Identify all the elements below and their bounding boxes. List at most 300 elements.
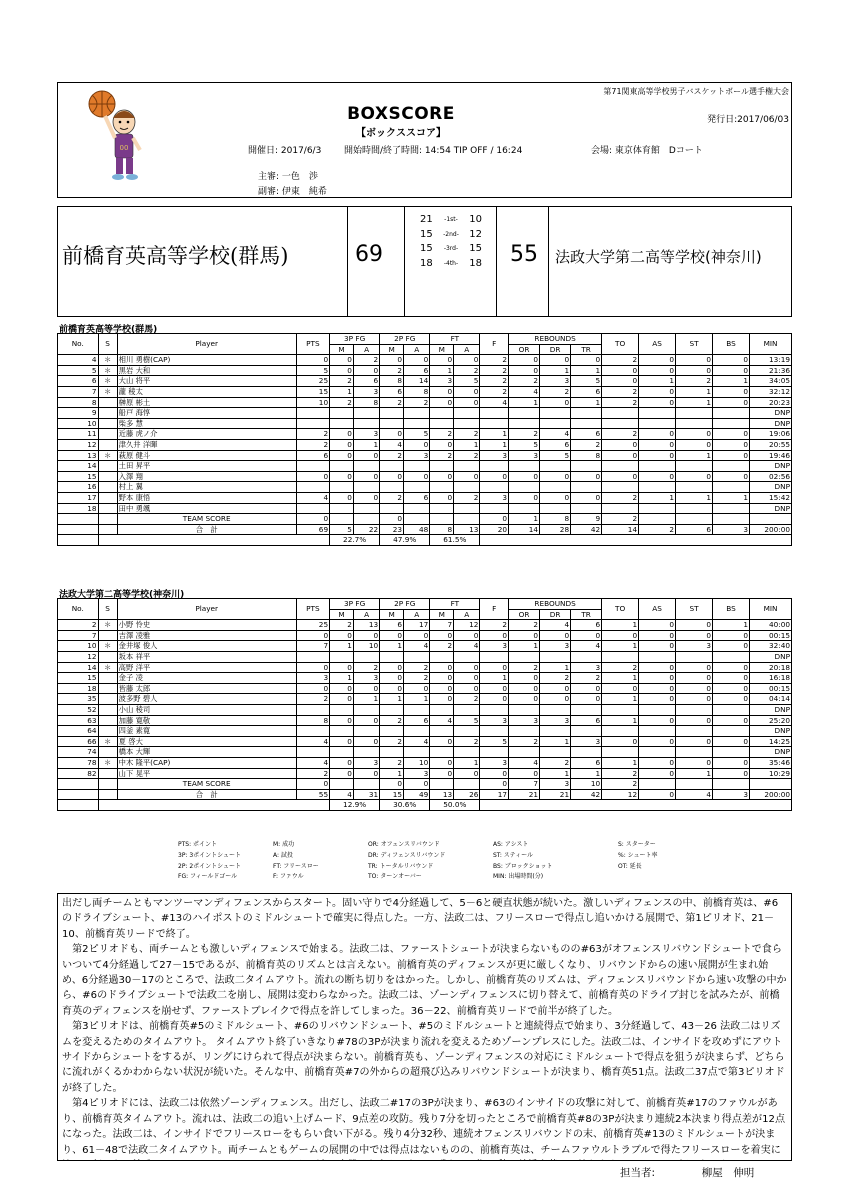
fg3-m: 0 — [330, 757, 354, 768]
ft-m: 0 — [430, 471, 454, 482]
steals — [676, 779, 713, 790]
fg3-a: 13 — [353, 620, 379, 631]
fg3-a: 0 — [353, 683, 379, 694]
def-reb — [540, 418, 571, 429]
fg2-a: 6 — [404, 715, 430, 726]
away-period-score: 15 — [469, 243, 482, 255]
fg2-m: 2 — [380, 492, 404, 503]
fg3-m: 0 — [330, 630, 354, 641]
pts: 55 — [296, 789, 329, 800]
col-header: PTS — [296, 334, 329, 355]
def-reb: 1 — [540, 768, 571, 779]
off-reb: 0 — [509, 694, 540, 705]
minutes: DNP — [750, 418, 792, 429]
reporter-label: 担当者: — [620, 1167, 656, 1179]
spacer — [58, 800, 99, 811]
fg3-m: 0 — [330, 471, 354, 482]
s — [98, 439, 117, 450]
tot-reb: 5 — [571, 376, 602, 387]
off-reb: 2 — [509, 429, 540, 440]
tot-reb: 0 — [571, 630, 602, 641]
ft-m — [430, 779, 454, 790]
no: 2 — [58, 620, 99, 631]
fg2-a: 0 — [404, 439, 430, 450]
turnovers: 0 — [602, 365, 639, 376]
def-reb — [540, 651, 571, 662]
fg3-m: 0 — [330, 768, 354, 779]
def-reb: 1 — [540, 736, 571, 747]
assists: 1 — [639, 376, 676, 387]
assists: 0 — [639, 397, 676, 408]
def-reb — [540, 704, 571, 715]
player-row — [58, 439, 792, 450]
fg3-m — [330, 779, 354, 790]
player: 橋本 大輝 — [117, 747, 296, 758]
no: 35 — [58, 694, 99, 705]
ft-a: 2 — [454, 429, 480, 440]
s — [98, 747, 117, 758]
turnovers: 2 — [602, 492, 639, 503]
divider — [404, 207, 405, 316]
def-reb: 0 — [540, 630, 571, 641]
fg3-a — [353, 651, 379, 662]
off-reb — [509, 503, 540, 514]
col-header: FT — [430, 334, 480, 345]
col-header: REBOUNDS — [509, 334, 602, 345]
no: 15 — [58, 471, 99, 482]
assists: 0 — [639, 365, 676, 376]
fg2-m: 0 — [380, 662, 404, 673]
tot-reb: 42 — [571, 789, 602, 800]
shooting-percentage: 47.9% — [380, 535, 430, 546]
tot-reb: 3 — [571, 662, 602, 673]
off-reb: 1 — [509, 514, 540, 525]
ft-a — [454, 651, 480, 662]
assists — [639, 704, 676, 715]
s — [98, 461, 117, 472]
no: 78 — [58, 757, 99, 768]
assists: 0 — [639, 429, 676, 440]
col-header: 3P FG — [330, 334, 380, 345]
blocks: 1 — [713, 376, 750, 387]
fg2-a: 1 — [404, 694, 430, 705]
player-row — [58, 482, 792, 493]
fg2-m: 1 — [380, 694, 404, 705]
umpire: 副審: 伊東 純希 — [258, 187, 327, 197]
ft-a: 5 — [454, 376, 480, 387]
team-score-row — [58, 514, 792, 525]
blocks — [713, 779, 750, 790]
fg3-a — [353, 461, 379, 472]
player: 黒岩 大和 — [117, 365, 296, 376]
assists: 0 — [639, 386, 676, 397]
steals: 1 — [676, 450, 713, 461]
ft-a: 0 — [454, 471, 480, 482]
legend-item: PTS: ポイント — [178, 841, 218, 848]
fg3-a — [353, 408, 379, 419]
off-reb: 2 — [509, 620, 540, 631]
col-header: OR — [509, 344, 540, 355]
player-row — [58, 651, 792, 662]
player: 村上 翼 — [117, 482, 296, 493]
assists — [639, 461, 676, 472]
minutes: 04:14 — [750, 694, 792, 705]
ft-m — [430, 408, 454, 419]
minutes: 00:15 — [750, 683, 792, 694]
tot-reb — [571, 651, 602, 662]
ft-m: 2 — [430, 429, 454, 440]
steals — [676, 503, 713, 514]
fouls: 2 — [480, 365, 509, 376]
player: 合 計 — [117, 524, 296, 535]
player: 柴多 慧 — [117, 418, 296, 429]
tot-reb — [571, 726, 602, 737]
col-header: BS — [713, 599, 750, 620]
fg3-m: 4 — [330, 789, 354, 800]
pts: 15 — [296, 386, 329, 397]
fg3-a: 6 — [353, 376, 379, 387]
fg3-a — [353, 418, 379, 429]
minutes: DNP — [750, 408, 792, 419]
pts — [296, 747, 329, 758]
off-reb — [509, 747, 540, 758]
fg3-a: 0 — [353, 492, 379, 503]
no: 64 — [58, 726, 99, 737]
pts: 8 — [296, 715, 329, 726]
home-period-score: 18 — [420, 257, 433, 269]
minutes: 32:12 — [750, 386, 792, 397]
col-header: No. — [58, 334, 99, 355]
player-row — [58, 641, 792, 652]
s: ＊ — [98, 365, 117, 376]
col-header: BS — [713, 334, 750, 355]
blocks: 0 — [713, 439, 750, 450]
minutes: DNP — [750, 747, 792, 758]
s — [98, 630, 117, 641]
steals: 1 — [676, 397, 713, 408]
pts: 0 — [296, 779, 329, 790]
no: 74 — [58, 747, 99, 758]
legend-item: %: シュート率 — [618, 851, 658, 859]
steals: 0 — [676, 620, 713, 631]
fg2-a: 2 — [404, 397, 430, 408]
blocks: 0 — [713, 673, 750, 684]
fouls: 1 — [480, 439, 509, 450]
col-header: Player — [117, 334, 296, 355]
player-row — [58, 630, 792, 641]
steals: 3 — [676, 641, 713, 652]
minutes: 14:25 — [750, 736, 792, 747]
no: 6 — [58, 376, 99, 387]
ft-a — [454, 779, 480, 790]
no: 8 — [58, 397, 99, 408]
off-reb — [509, 726, 540, 737]
player: TEAM SCORE — [117, 779, 296, 790]
col-header: A — [353, 344, 379, 355]
blocks — [713, 704, 750, 715]
minutes: 02:56 — [750, 471, 792, 482]
player-row — [58, 673, 792, 684]
blocks: 0 — [713, 694, 750, 705]
col-header: M — [330, 609, 354, 620]
off-reb: 2 — [509, 662, 540, 673]
player: 加藤 寛敬 — [117, 715, 296, 726]
fg2-a — [404, 651, 430, 662]
legend-item: BS: ブロックショット — [493, 862, 553, 870]
spacer — [480, 535, 792, 546]
fouls: 0 — [480, 630, 509, 641]
def-reb: 2 — [540, 673, 571, 684]
steals: 0 — [676, 757, 713, 768]
minutes: 20:55 — [750, 439, 792, 450]
fg3-m: 2 — [330, 376, 354, 387]
legend-item: AS: アシスト — [493, 841, 529, 848]
s — [98, 673, 117, 684]
def-reb: 3 — [540, 641, 571, 652]
player: 野本 康悟 — [117, 492, 296, 503]
s — [98, 514, 117, 525]
ft-a: 2 — [454, 450, 480, 461]
minutes: 13:19 — [750, 355, 792, 366]
steals: 0 — [676, 715, 713, 726]
col-header: M — [430, 609, 454, 620]
player-row — [58, 503, 792, 514]
no: 18 — [58, 683, 99, 694]
player-row — [58, 620, 792, 631]
spacer — [98, 535, 330, 546]
turnovers: 2 — [602, 397, 639, 408]
fouls: 2 — [480, 386, 509, 397]
fg2-a: 0 — [404, 471, 430, 482]
col-header: A — [454, 344, 480, 355]
minutes: 25:20 — [750, 715, 792, 726]
fg3-a: 10 — [353, 641, 379, 652]
col-header: DR — [540, 344, 571, 355]
pts: 69 — [296, 524, 329, 535]
minutes: 00:15 — [750, 630, 792, 641]
fouls: 2 — [480, 376, 509, 387]
ft-a: 0 — [454, 630, 480, 641]
fg3-a: 3 — [353, 429, 379, 440]
def-reb: 0 — [540, 355, 571, 366]
fg2-a: 3 — [404, 450, 430, 461]
ft-m: 0 — [430, 397, 454, 408]
period-label: -1st- — [444, 216, 458, 223]
fg3-a: 2 — [353, 662, 379, 673]
blocks — [713, 726, 750, 737]
fg3-a: 3 — [353, 757, 379, 768]
s: ＊ — [98, 641, 117, 652]
col-header: M — [430, 344, 454, 355]
page-title: BOXSCORE — [347, 104, 455, 124]
legend-item: DR: ディフェンスリバウンド — [368, 851, 446, 859]
ft-m: 13 — [430, 789, 454, 800]
blocks — [713, 418, 750, 429]
player: 高野 洋平 — [117, 662, 296, 673]
minutes: DNP — [750, 704, 792, 715]
spacer — [58, 535, 99, 546]
fg2-a: 17 — [404, 620, 430, 631]
tot-reb — [571, 704, 602, 715]
shooting-percentage: 12.9% — [330, 800, 380, 811]
no: 11 — [58, 429, 99, 440]
pts: 2 — [296, 429, 329, 440]
assists: 1 — [639, 492, 676, 503]
col-header: M — [380, 344, 404, 355]
off-reb: 14 — [509, 524, 540, 535]
blocks: 0 — [713, 471, 750, 482]
fouls: 0 — [480, 683, 509, 694]
player: 坂本 祥平 — [117, 651, 296, 662]
player: 瀧 稜太 — [117, 386, 296, 397]
ft-a: 13 — [454, 524, 480, 535]
turnovers — [602, 461, 639, 472]
period-scores — [420, 213, 482, 271]
no — [58, 524, 99, 535]
fg3-m: 0 — [330, 439, 354, 450]
off-reb — [509, 408, 540, 419]
off-reb: 3 — [509, 715, 540, 726]
turnovers: 2 — [602, 514, 639, 525]
fg3-a: 8 — [353, 397, 379, 408]
team-score-row — [58, 779, 792, 790]
no: 52 — [58, 704, 99, 715]
shooting-percentage: 30.6% — [380, 800, 430, 811]
blocks: 0 — [713, 736, 750, 747]
fg3-m: 0 — [330, 683, 354, 694]
fg3-a — [353, 726, 379, 737]
game-commentary — [57, 893, 792, 1161]
fg3-a: 0 — [353, 715, 379, 726]
tournament-name: 第71関東高等学校男子バスケットボール選手権大会 — [603, 87, 789, 96]
legend-item: TR: トータルリバウンド — [368, 862, 434, 870]
player: 榊原 彬土 — [117, 397, 296, 408]
steals: 0 — [676, 736, 713, 747]
blocks: 0 — [713, 450, 750, 461]
pts: 0 — [296, 662, 329, 673]
tot-reb — [571, 418, 602, 429]
fg2-m: 6 — [380, 386, 404, 397]
fg3-a: 0 — [353, 768, 379, 779]
minutes: DNP — [750, 726, 792, 737]
fg3-m — [330, 651, 354, 662]
fg2-m: 1 — [380, 768, 404, 779]
fouls: 5 — [480, 736, 509, 747]
minutes: 35:46 — [750, 757, 792, 768]
ft-a — [454, 461, 480, 472]
minutes: 40:00 — [750, 620, 792, 631]
off-reb: 0 — [509, 365, 540, 376]
fg2-m: 4 — [380, 439, 404, 450]
fg2-m: 0 — [380, 429, 404, 440]
tot-reb — [571, 747, 602, 758]
col-header: MIN — [750, 599, 792, 620]
pts: 0 — [296, 514, 329, 525]
steals — [676, 418, 713, 429]
tot-reb: 1 — [571, 365, 602, 376]
ft-m: 0 — [430, 386, 454, 397]
fg2-m: 2 — [380, 450, 404, 461]
fg2-a — [404, 461, 430, 472]
fouls: 3 — [480, 450, 509, 461]
fg2-m: 0 — [380, 683, 404, 694]
player: 中木 隆平(CAP) — [117, 757, 296, 768]
away-period-score: 12 — [469, 228, 482, 240]
steals — [676, 514, 713, 525]
fg2-a — [404, 514, 430, 525]
off-reb: 3 — [509, 450, 540, 461]
steals — [676, 408, 713, 419]
turnovers — [602, 482, 639, 493]
ft-m: 0 — [430, 439, 454, 450]
s — [98, 704, 117, 715]
percentage-row — [58, 535, 792, 546]
col-header: MIN — [750, 334, 792, 355]
legend-item: FT: フリースロー — [273, 862, 319, 870]
player-row — [58, 662, 792, 673]
pts: 2 — [296, 768, 329, 779]
no: 12 — [58, 439, 99, 450]
off-reb — [509, 418, 540, 429]
legend-item: MIN: 出場時間(分) — [493, 873, 544, 881]
legend-item: OT: 延長 — [618, 862, 642, 870]
s — [98, 779, 117, 790]
blocks: 0 — [713, 768, 750, 779]
s — [98, 408, 117, 419]
tot-reb — [571, 408, 602, 419]
ft-a — [454, 418, 480, 429]
tot-reb: 0 — [571, 694, 602, 705]
s — [98, 768, 117, 779]
minutes: 10:29 — [750, 768, 792, 779]
fg3-a: 1 — [353, 439, 379, 450]
def-reb: 0 — [540, 683, 571, 694]
ft-m: 0 — [430, 757, 454, 768]
header-row — [58, 599, 792, 610]
minutes: 19:46 — [750, 450, 792, 461]
divider — [347, 207, 348, 316]
fouls: 3 — [480, 641, 509, 652]
fg3-m — [330, 747, 354, 758]
fouls: 0 — [480, 779, 509, 790]
no — [58, 779, 99, 790]
pts: 5 — [296, 365, 329, 376]
player: 夏 啓大 — [117, 736, 296, 747]
col-header: 2P FG — [380, 599, 430, 610]
steals: 2 — [676, 376, 713, 387]
fg2-m: 0 — [380, 355, 404, 366]
turnovers: 0 — [602, 683, 639, 694]
fg3-m: 2 — [330, 397, 354, 408]
away-period-score: 10 — [469, 214, 482, 225]
ft-a — [454, 726, 480, 737]
off-reb: 21 — [509, 789, 540, 800]
player: 金井塚 俊人 — [117, 641, 296, 652]
legend-item: 2P: 2ポイントシュート — [178, 862, 242, 870]
tot-reb: 1 — [571, 768, 602, 779]
s — [98, 503, 117, 514]
fg3-m — [330, 704, 354, 715]
player: 山下 晃平 — [117, 768, 296, 779]
s: ＊ — [98, 662, 117, 673]
ft-m: 2 — [430, 641, 454, 652]
ft-a — [454, 747, 480, 758]
steals: 0 — [676, 662, 713, 673]
blocks: 0 — [713, 662, 750, 673]
assists: 0 — [639, 620, 676, 631]
fg2-a: 0 — [404, 630, 430, 641]
shooting-percentage: 61.5% — [430, 535, 480, 546]
